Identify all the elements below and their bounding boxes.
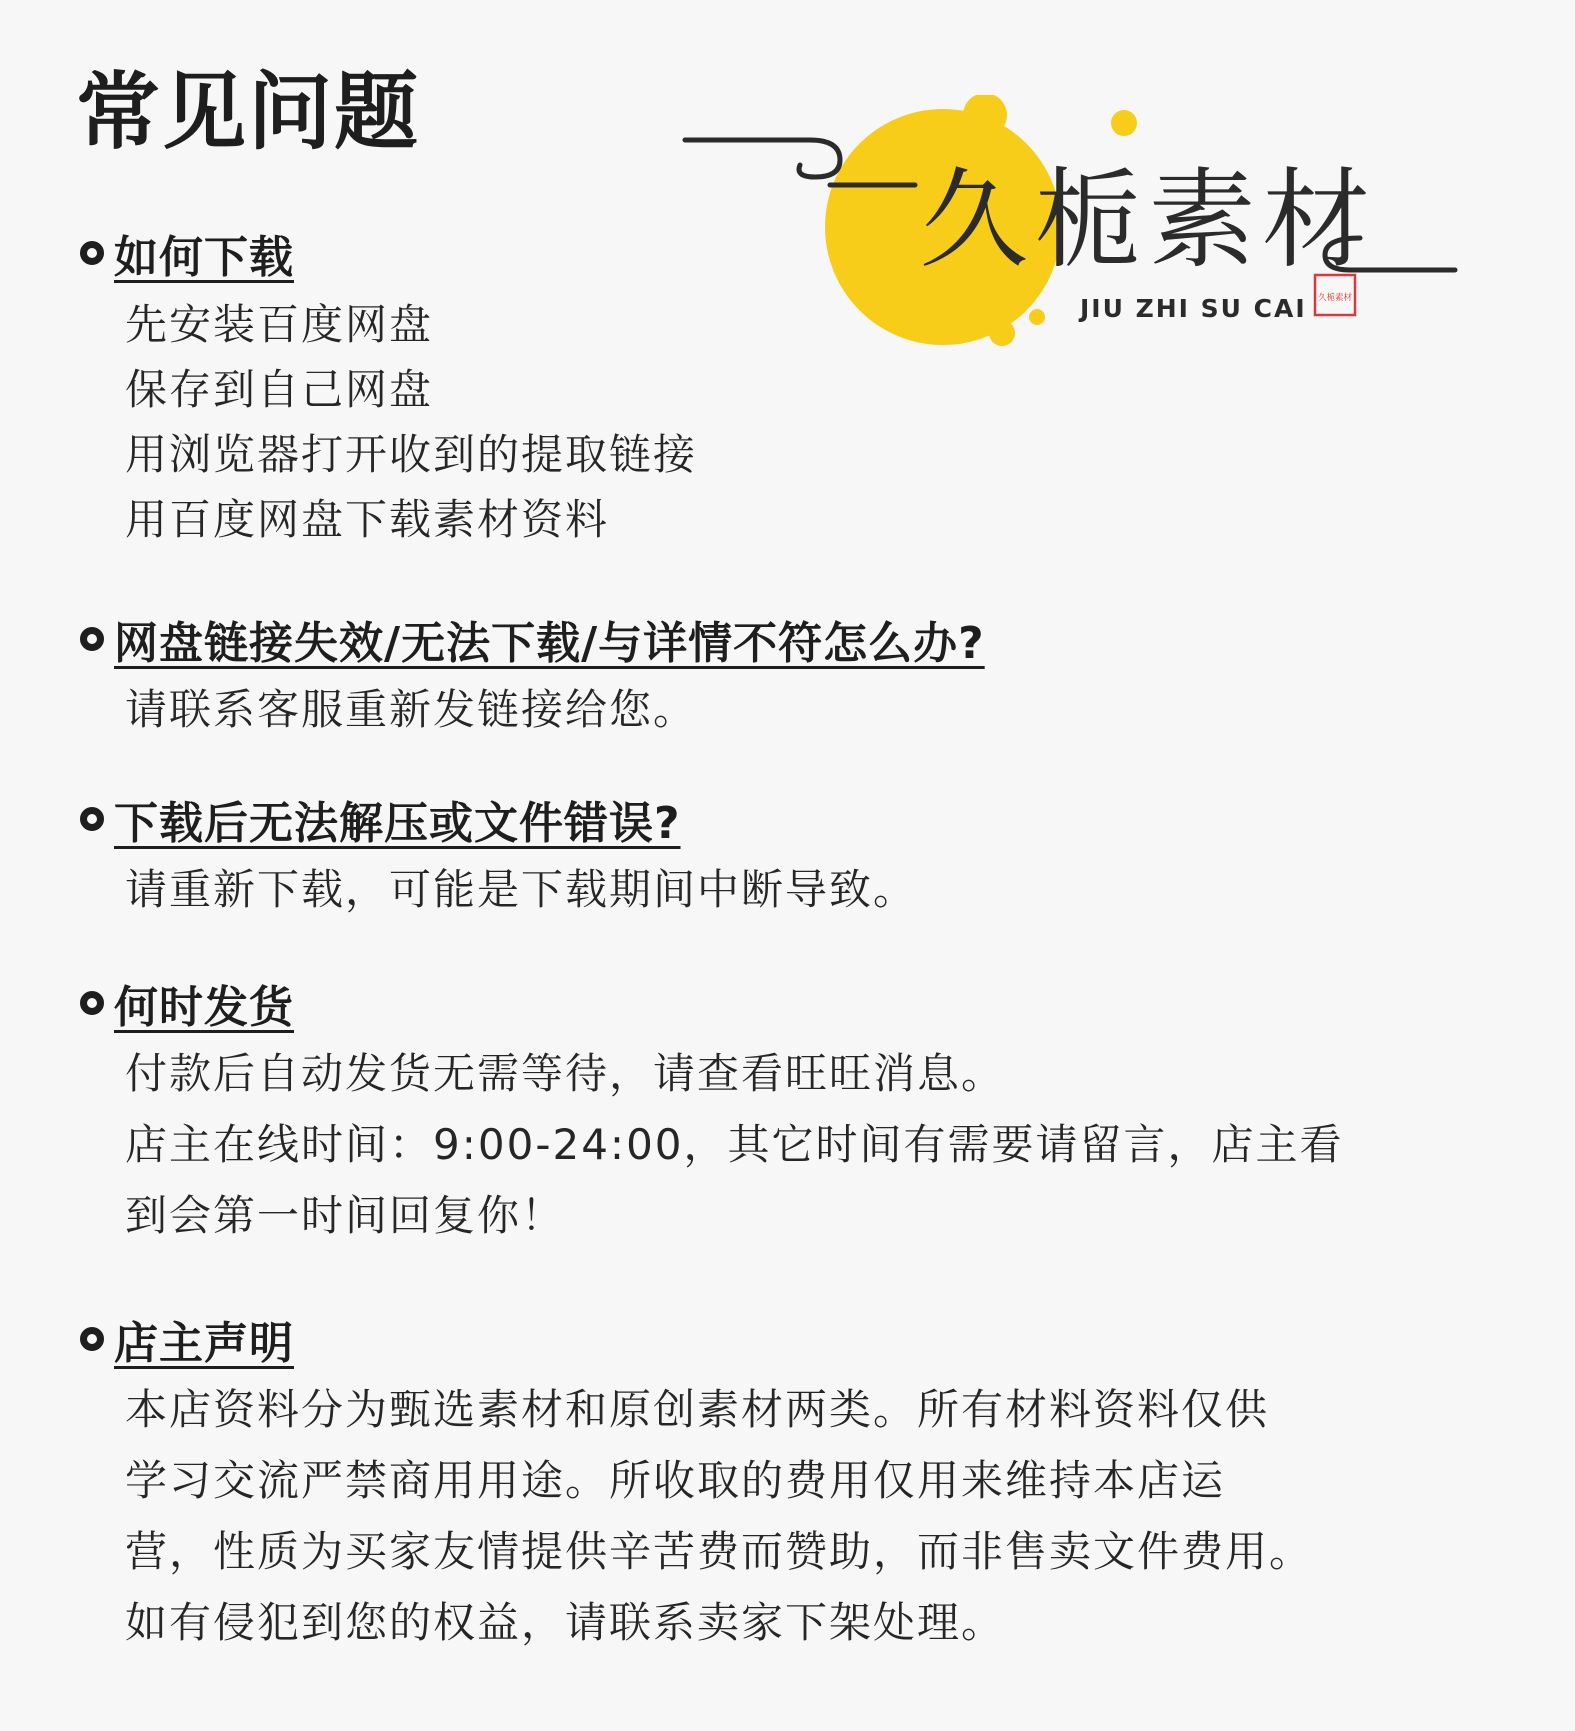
body-line: 请联系客服重新发链接给您。 [125, 685, 698, 734]
faq-section-link-invalid [80, 608, 1540, 745]
body-line: 用百度网盘下载素材资料 [125, 495, 610, 544]
section-heading [80, 608, 1540, 670]
ring-bullet-icon [80, 627, 104, 651]
logo-seal-text: 久栀素材 [1317, 293, 1353, 303]
section-heading [80, 788, 1540, 850]
section-heading [80, 1308, 1540, 1370]
body-line: 保存到自己网盘 [125, 365, 434, 414]
section-title: 店主声明 [114, 1318, 294, 1369]
faq-section-download [80, 222, 1540, 552]
section-body [125, 292, 1540, 552]
body-line: 先安装百度网盘 [125, 300, 434, 349]
ring-bullet-icon [80, 1327, 104, 1351]
body-line: 到会第一时间回复你！ [125, 1191, 566, 1240]
body-line: 付款后自动发货无需等待，请查看旺旺消息。 [125, 1049, 1006, 1098]
logo-brand-text: 久栀素材 [920, 158, 1377, 283]
body-line: 营，性质为买家友情提供辛苦费而赞助，而非售卖文件费用。 [125, 1527, 1314, 1576]
section-body [125, 674, 1540, 745]
body-line: 如有侵犯到您的权益，请联系卖家下架处理。 [125, 1598, 1006, 1647]
page-title: 常见问题 [76, 63, 421, 161]
section-title: 何时发货 [114, 982, 294, 1033]
section-title: 如何下载 [114, 232, 294, 283]
section-title: 网盘链接失效/无法下载/与详情不符怎么办? [114, 618, 985, 669]
body-line: 用浏览器打开收到的提取链接 [125, 430, 698, 479]
logo-romanized-text: JIU ZHI SU CAI [1080, 294, 1307, 323]
section-heading [80, 972, 1540, 1034]
body-line: 学习交流严禁商用用途。所收取的费用仅用来维持本店运 [125, 1456, 1226, 1505]
faq-section-delivery [80, 972, 1540, 1251]
ring-bullet-icon [80, 991, 104, 1015]
section-body [125, 1038, 1540, 1251]
body-line: 请重新下载，可能是下载期间中断导致。 [125, 865, 918, 914]
section-heading [80, 222, 1540, 284]
body-line: 本店资料分为甄选素材和原创素材两类。所有材料资料仅供 [125, 1385, 1270, 1434]
section-body [125, 854, 1540, 925]
faq-section-unzip-error [80, 788, 1540, 925]
section-body [125, 1374, 1540, 1658]
ring-bullet-icon [80, 807, 104, 831]
ring-bullet-icon [80, 241, 104, 265]
faq-section-statement [80, 1308, 1540, 1658]
section-title: 下载后无法解压或文件错误? [114, 798, 681, 849]
body-line: 店主在线时间：9:00-24:00，其它时间有需要请留言，店主看 [125, 1120, 1344, 1169]
